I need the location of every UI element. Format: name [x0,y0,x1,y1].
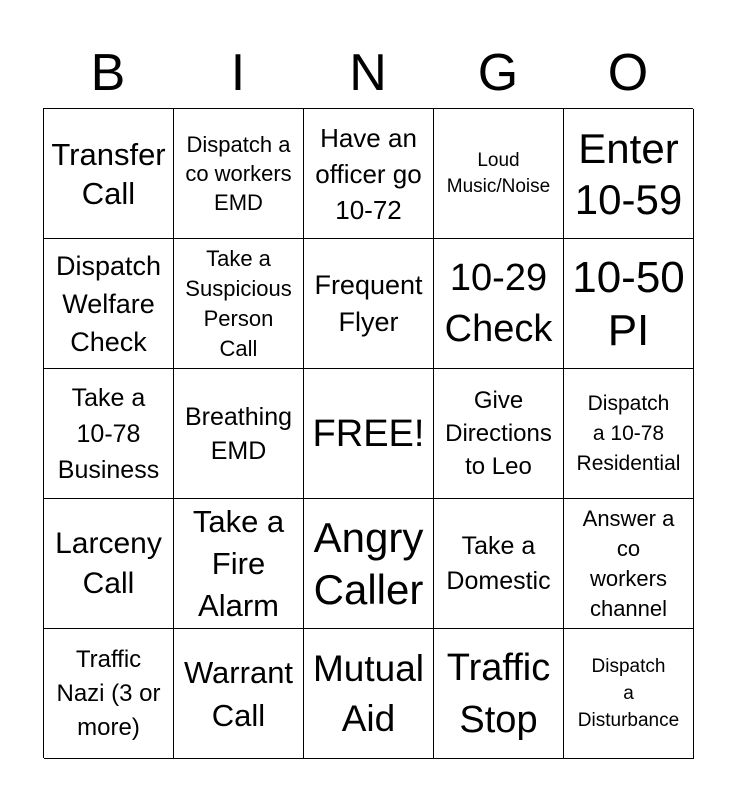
cell-text: Transfer Call [51,136,166,211]
bingo-cell[interactable] [174,109,304,239]
bingo-cell[interactable] [564,369,694,499]
bingo-cell[interactable] [304,499,434,629]
bingo-cell[interactable] [174,369,304,499]
cell-text: Take a Suspicious Person Call [185,245,292,361]
cell-text: Traffic Stop [446,646,551,741]
bingo-cell[interactable] [434,629,564,759]
bingo-cell[interactable] [44,629,174,759]
header-letter-n: N [349,44,387,102]
cell-text: Warrant Call [183,654,294,733]
bingo-grid [43,108,693,758]
header-letter-o: O [607,44,649,102]
cell-text: 10-29 Check [444,256,553,350]
header-letter-g: G [477,44,519,102]
cell-text: 10-50 PI [572,252,685,355]
cell-text: Take a Domestic [446,531,551,595]
cell-text: Enter 10-59 [574,124,683,223]
bingo-cell[interactable] [174,239,304,369]
bingo-cell[interactable] [44,239,174,369]
cell-text: Loud Music/Noise [446,149,551,197]
cell-text: FREE! [312,412,425,455]
cell-text: Mutual Aid [312,647,425,739]
cell-text: Dispatch a co workers EMD [185,132,292,215]
bingo-cell[interactable] [564,629,694,759]
bingo-cell[interactable] [564,109,694,239]
cell-text: Take a 10-78 Business [57,383,160,484]
cell-text: Breathing EMD [184,402,293,465]
bingo-cell[interactable] [434,239,564,369]
cell-text: Frequent Flyer [314,269,423,337]
bingo-cell[interactable] [434,109,564,239]
header-letter-b: B [90,44,126,102]
bingo-cell[interactable] [44,369,174,499]
bingo-cell[interactable] [434,369,564,499]
cell-text: Angry Caller [313,513,424,613]
bingo-cell[interactable] [564,239,694,369]
bingo-cell[interactable] [174,499,304,629]
bingo-cell[interactable] [44,109,174,239]
cell-text: Have an officer go 10-72 [315,122,422,225]
cell-text: Take a Fire Alarm [192,503,285,623]
bingo-cell[interactable] [304,369,434,499]
header-letter-i: I [230,44,246,102]
cell-text: Give Directions to Leo [445,387,552,480]
bingo-cell[interactable] [174,629,304,759]
cell-text: Dispatch Welfare Check [55,250,162,357]
bingo-cell[interactable] [304,629,434,759]
cell-text: Traffic Nazi (3 or more) [56,645,161,741]
cell-text: Dispatch a 10-78 Residential [576,391,681,475]
bingo-cell[interactable] [304,239,434,369]
bingo-cell[interactable] [44,499,174,629]
bingo-header [43,38,693,108]
cell-text: Larceny Call [55,526,162,600]
bingo-cell[interactable] [304,109,434,239]
bingo-cell[interactable] [434,499,564,629]
cell-text: Answer a co workers channel [582,505,675,621]
bingo-cell[interactable] [564,499,694,629]
cell-text: Dispatch a Disturbance [577,656,680,731]
